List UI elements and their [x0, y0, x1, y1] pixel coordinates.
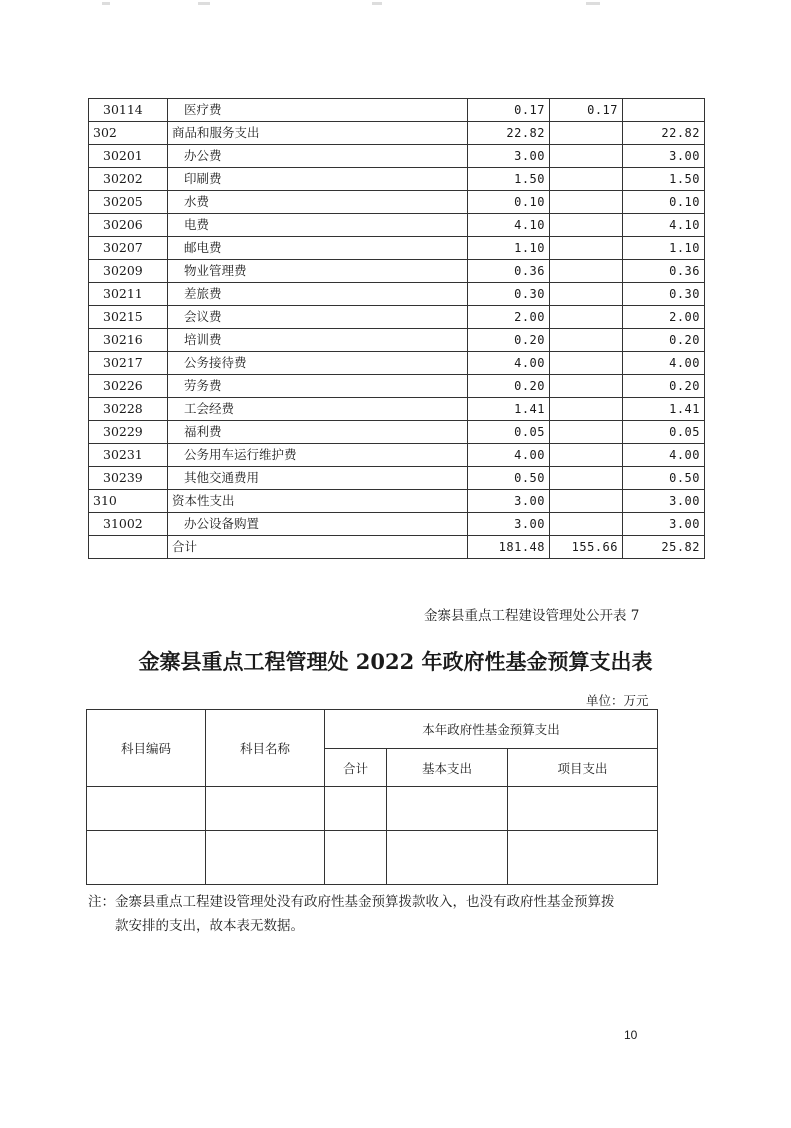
row-basic: [550, 513, 623, 536]
row-total: 0.20: [468, 329, 550, 352]
row-name: 水费: [168, 191, 468, 214]
row-basic: [550, 375, 623, 398]
row-total: 0.50: [468, 467, 550, 490]
row-project: [623, 99, 705, 122]
row-basic: [550, 398, 623, 421]
row-total: 2.00: [468, 306, 550, 329]
row-total: 1.10: [468, 237, 550, 260]
fund-budget-table: [86, 709, 658, 885]
row-code: 30205: [89, 191, 168, 214]
row-name: 公务用车运行维护费: [168, 444, 468, 467]
row-total: 0.17: [468, 99, 550, 122]
row-total: 4.00: [468, 444, 550, 467]
row-code: 310: [89, 490, 168, 513]
row-name: 电费: [168, 214, 468, 237]
row-name: 办公费: [168, 145, 468, 168]
table-row: [89, 467, 705, 490]
row-code: 30231: [89, 444, 168, 467]
table-row: [89, 444, 705, 467]
row-code: 30215: [89, 306, 168, 329]
expenditure-table-body: [89, 99, 705, 559]
row-name: 商品和服务支出: [168, 122, 468, 145]
row-name: 会议费: [168, 306, 468, 329]
row-name: 资本性支出: [168, 490, 468, 513]
row-project: 2.00: [623, 306, 705, 329]
table-row: [89, 168, 705, 191]
table-row: [89, 375, 705, 398]
row-total: 4.00: [468, 352, 550, 375]
row-name: 培训费: [168, 329, 468, 352]
header-name: 科目名称: [206, 710, 325, 787]
row-project: 3.00: [623, 145, 705, 168]
row-code: 30207: [89, 237, 168, 260]
row-code: 30228: [89, 398, 168, 421]
row-code: 30217: [89, 352, 168, 375]
row-name: 工会经费: [168, 398, 468, 421]
table-row: [89, 237, 705, 260]
row-name: 其他交通费用: [168, 467, 468, 490]
row-code: 30201: [89, 145, 168, 168]
note-line-1: 注：金寨县重点工程建设管理处没有政府性基金预算拨款收入，也没有政府性基金预算拨: [88, 894, 615, 910]
row-project: 1.10: [623, 237, 705, 260]
row-name: 物业管理费: [168, 260, 468, 283]
header-project: 项目支出: [508, 749, 658, 787]
table-row: [89, 352, 705, 375]
row-basic: [550, 237, 623, 260]
row-total: 1.41: [468, 398, 550, 421]
table-row: [89, 99, 705, 122]
table-row: [89, 329, 705, 352]
row-project: 4.10: [623, 214, 705, 237]
row-project: 4.00: [623, 352, 705, 375]
row-project: 3.00: [623, 490, 705, 513]
table-row: [89, 145, 705, 168]
expenditure-table: [88, 98, 705, 559]
row-name: 邮电费: [168, 237, 468, 260]
row-basic: [550, 421, 623, 444]
row-project: 0.30: [623, 283, 705, 306]
row-code: 30229: [89, 421, 168, 444]
row-total: 4.10: [468, 214, 550, 237]
row-code: 302: [89, 122, 168, 145]
row-code: 30209: [89, 260, 168, 283]
row-project: 3.00: [623, 513, 705, 536]
row-code: 30202: [89, 168, 168, 191]
table-row: [89, 513, 705, 536]
row-basic: [550, 490, 623, 513]
row-code: 30226: [89, 375, 168, 398]
row-code: 30206: [89, 214, 168, 237]
row-basic: [550, 444, 623, 467]
row-project: 0.05: [623, 421, 705, 444]
note-line-2: 款安排的支出，故本表无数据。: [115, 918, 304, 934]
row-name: 合计: [168, 536, 468, 559]
row-code: 31002: [89, 513, 168, 536]
row-total: 1.50: [468, 168, 550, 191]
page-title: 金寨县重点工程管理处 2022 年政府性基金预算支出表: [138, 649, 653, 674]
row-basic: [550, 168, 623, 191]
header-group: 本年政府性基金预算支出: [325, 710, 658, 749]
row-project: 4.00: [623, 444, 705, 467]
row-code: 30114: [89, 99, 168, 122]
row-code: [89, 536, 168, 559]
table-row: [89, 398, 705, 421]
row-project: 1.50: [623, 168, 705, 191]
row-project: 1.41: [623, 398, 705, 421]
table-note: [88, 890, 688, 938]
row-basic: [550, 329, 623, 352]
row-total: 0.36: [468, 260, 550, 283]
row-basic: [550, 191, 623, 214]
row-name: 福利费: [168, 421, 468, 444]
row-basic: [550, 352, 623, 375]
table-row: [89, 122, 705, 145]
row-code: 30239: [89, 467, 168, 490]
row-code: 30211: [89, 283, 168, 306]
empty-row: [87, 831, 658, 885]
row-total: 181.48: [468, 536, 550, 559]
row-basic: [550, 122, 623, 145]
row-project: 25.82: [623, 536, 705, 559]
table-row: [89, 536, 705, 559]
table-row: [89, 214, 705, 237]
row-project: 22.82: [623, 122, 705, 145]
page-number: 10: [624, 1028, 638, 1042]
row-basic: [550, 214, 623, 237]
row-name: 办公设备购置: [168, 513, 468, 536]
table-row: [89, 260, 705, 283]
row-name: 差旅费: [168, 283, 468, 306]
row-total: 0.05: [468, 421, 550, 444]
table-row: [89, 283, 705, 306]
row-name: 医疗费: [168, 99, 468, 122]
table-row: [89, 306, 705, 329]
table-row: [89, 191, 705, 214]
table-caption: 金寨县重点工程建设管理处公开表 7: [424, 608, 640, 624]
row-project: 0.10: [623, 191, 705, 214]
row-code: 30216: [89, 329, 168, 352]
header-total: 合计: [325, 749, 387, 787]
row-basic: 155.66: [550, 536, 623, 559]
row-name: 印刷费: [168, 168, 468, 191]
header-basic: 基本支出: [387, 749, 508, 787]
row-name: 劳务费: [168, 375, 468, 398]
row-basic: [550, 260, 623, 283]
row-basic: [550, 306, 623, 329]
row-total: 0.20: [468, 375, 550, 398]
row-basic: [550, 145, 623, 168]
row-total: 3.00: [468, 490, 550, 513]
row-project: 0.20: [623, 375, 705, 398]
table-row: [89, 421, 705, 444]
row-project: 0.50: [623, 467, 705, 490]
row-project: 0.20: [623, 329, 705, 352]
row-name: 公务接待费: [168, 352, 468, 375]
empty-row: [87, 787, 658, 831]
scan-edge-marks: [0, 0, 791, 10]
row-basic: [550, 283, 623, 306]
row-total: 0.30: [468, 283, 550, 306]
row-project: 0.36: [623, 260, 705, 283]
row-total: 3.00: [468, 513, 550, 536]
row-total: 0.10: [468, 191, 550, 214]
row-basic: 0.17: [550, 99, 623, 122]
row-total: 22.82: [468, 122, 550, 145]
unit-label: 单位：万元: [586, 693, 649, 708]
row-basic: [550, 467, 623, 490]
header-code: 科目编码: [87, 710, 206, 787]
row-total: 3.00: [468, 145, 550, 168]
table-row: [89, 490, 705, 513]
